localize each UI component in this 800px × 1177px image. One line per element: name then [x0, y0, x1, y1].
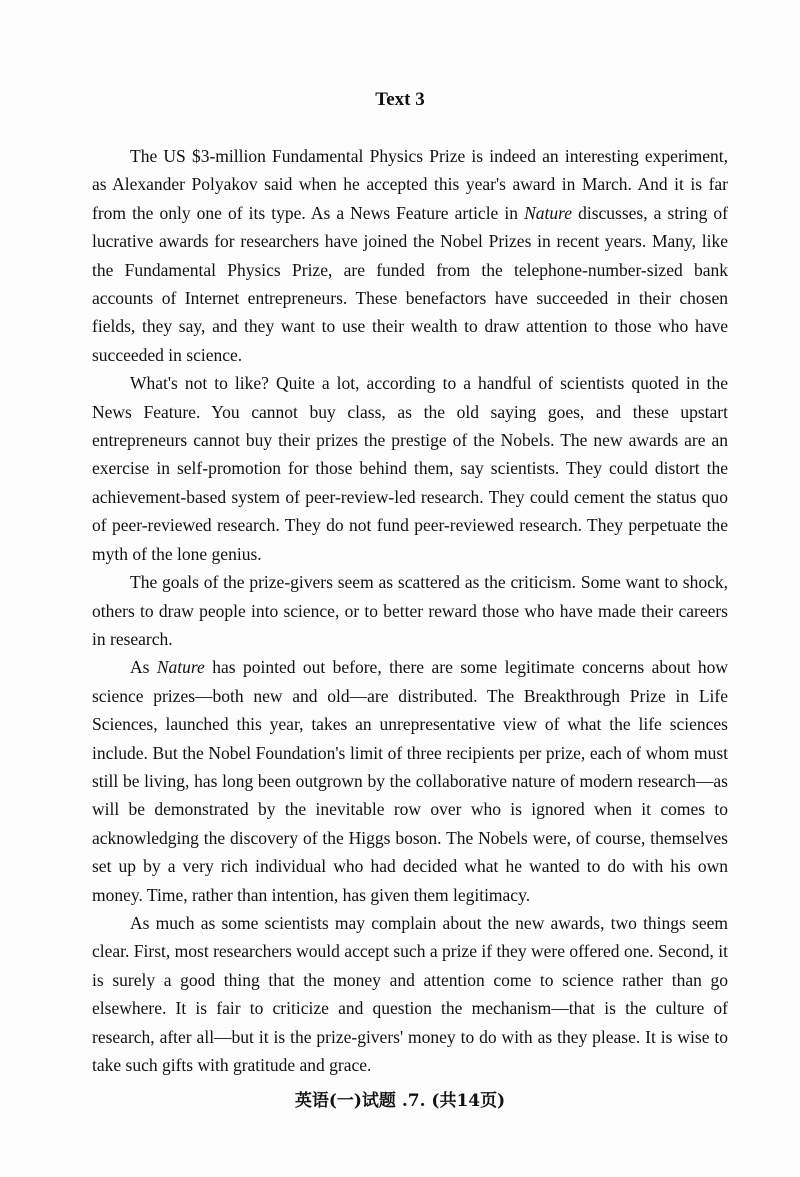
paragraph-1-text-a: The US $3-million Fundamental Physics Prize is indeed an interesting experiment, as Alexander Polyakov said when he accepted this year's award in March. And it is far from the only one of its type. As a News Feature article in [92, 146, 728, 223]
page-footer: 英语(一)试题 .7. (共14页) [294, 1091, 506, 1111]
journal-name-nature: Nature [524, 202, 573, 223]
journal-name-nature: Nature [156, 657, 205, 678]
section-title: Text 3 [375, 89, 425, 110]
paragraph-4 [92, 653, 728, 909]
paragraph-4-text-b: has pointed out before, there are some legitimate concerns about how science prizes—both new and old—are distributed. The Breakthrough Prize in Life Sciences, launched this year, takes an unrepresentative view of what the life sciences include. But the Nobel Foundation's limit of three recipients per prize, each of whom must still be living, has long been outgrown by the collaborative nature of modern research—as will be demonstrated by the inevitable row over who is ignored when it comes to acknowledging the discovery of the Higgs boson. The Nobels were, of course, themselves set up by a very rich individual who had decided what he wanted to do with his own money. Time, rather than intention, has given them legitimacy. [92, 657, 728, 905]
paragraph-2-text: What's not to like? Quite a lot, according to a handful of scientists quoted in the News Feature. You cannot buy class, as the old saying goes, and these upstart entrepreneurs cannot buy their prizes the prestige of the Nobels. The new awards are an exercise in self-promotion for those behind them, say scientists. They could distort the achievement-based system of peer-review-led research. They could cement the status quo of peer-reviewed research. They do not fund peer-reviewed research. They perpetuate the myth of the lone genius. [92, 373, 728, 564]
paragraph-4-text-a: As [130, 657, 157, 678]
paragraph-5-text: As much as some scientists may complain about the new awards, two things seem clear. First, most researchers would accept such a prize if they were offered one. Second, it is surely a good thing that the money and attention come to science rather than go elsewhere. It is fair to criticize and question the mechanism—that is the culture of research, after all—but it is the prize-givers' money to do with as they please. It is wise to take such gifts with gratitude and grace. [92, 912, 728, 1075]
paragraph-1-text-b: discusses, a string of lucrative awards for researchers have joined the Nobel Prizes in recent years. Many, like the Fundamental Physics Prize, are funded from the telephone-number-sized bank accounts of Internet entrepreneurs. These benefactors have succeeded in their chosen fields, they say, and they want to use their wealth to draw attention to those who have succeeded in science. [92, 202, 728, 365]
paragraph-5 [92, 909, 728, 1079]
paragraph-2 [92, 369, 728, 568]
paragraph-3 [92, 568, 728, 653]
paragraph-1 [92, 142, 728, 369]
paragraph-3-text: The goals of the prize-givers seem as scattered as the criticism. Some want to shock, others to draw people into science, or to better reward those who have made their careers in research. [92, 572, 728, 649]
article-body [92, 142, 728, 1079]
